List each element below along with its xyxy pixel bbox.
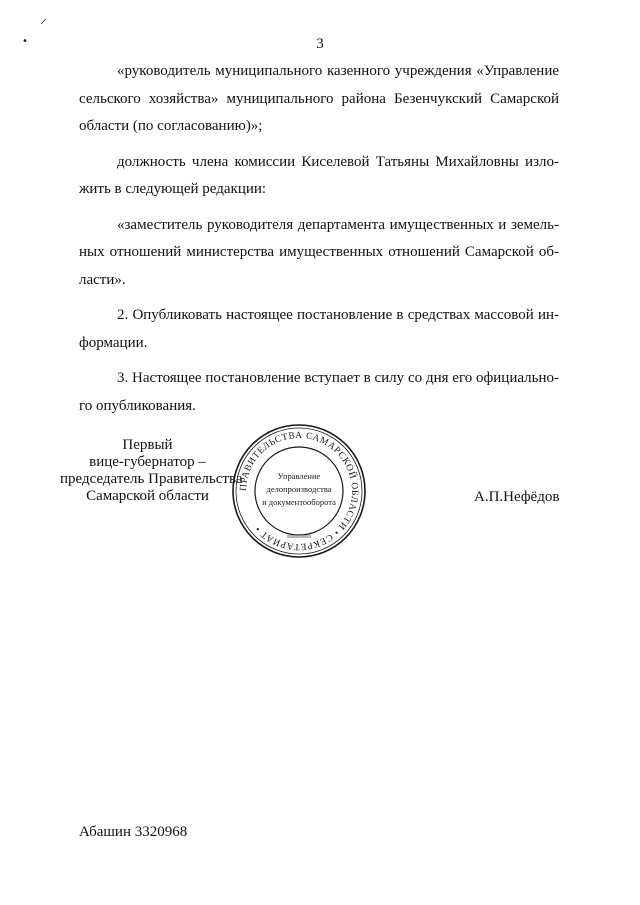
text-line: области (по согласованию)»; [79,118,263,134]
text-line: ласти». [79,271,126,288]
text-line: го опубликования. [79,397,196,414]
text-line: 3. Настоящее постановление вступает в силу со дня его официально- [117,370,559,386]
paragraph [79,149,559,204]
text-line: формации. [79,334,148,351]
paragraph [79,365,559,420]
paragraph [79,302,559,357]
executor-info: Абашин 3320968 [79,824,188,840]
page-number: 3 [316,36,324,52]
paragraph [79,212,559,295]
official-stamp [231,423,367,559]
stamp-center-line: и документооборота [262,497,336,507]
paragraph [79,58,559,141]
text-line: «заместитель руководителя департамента имущественных и земель- [117,216,559,233]
scan-dot: • [22,36,28,47]
signatory-name: А.П.Нефёдов [474,489,560,505]
stamp-center-line: делопроизводства [266,484,332,494]
document-body [79,58,559,420]
position-line: вице-губернатор – [89,454,206,470]
text-line: сельского хозяйства» муниципального района Безенчукский Самарской [79,90,559,107]
position-line: Самарской области [86,488,209,504]
stamp-center-line: Управление [277,471,321,481]
signatory-position [60,437,243,505]
position-line: председатель Правительства [60,471,243,487]
stamp-ring-text: ПРАВИТЕЛЬСТВА САМАРСКОЙ ОБЛАСТИ • СЕКРЕТАРИАТ • [238,430,360,552]
text-line: жить в следующей редакции: [79,181,267,197]
position-line: Первый [122,437,173,453]
text-line: 2. Опубликовать настоящее постановление в средствах массовой ин- [117,307,559,323]
scan-mark: ⸝ [40,11,47,27]
text-line: ных отношений министерства имущественных отношений Самарской об- [79,244,559,260]
text-line: должность члена комиссии Киселевой Татьяны Михайловны изло- [117,153,559,170]
text-line: «руководитель муниципального казенного учреждения «Управление [117,63,559,79]
